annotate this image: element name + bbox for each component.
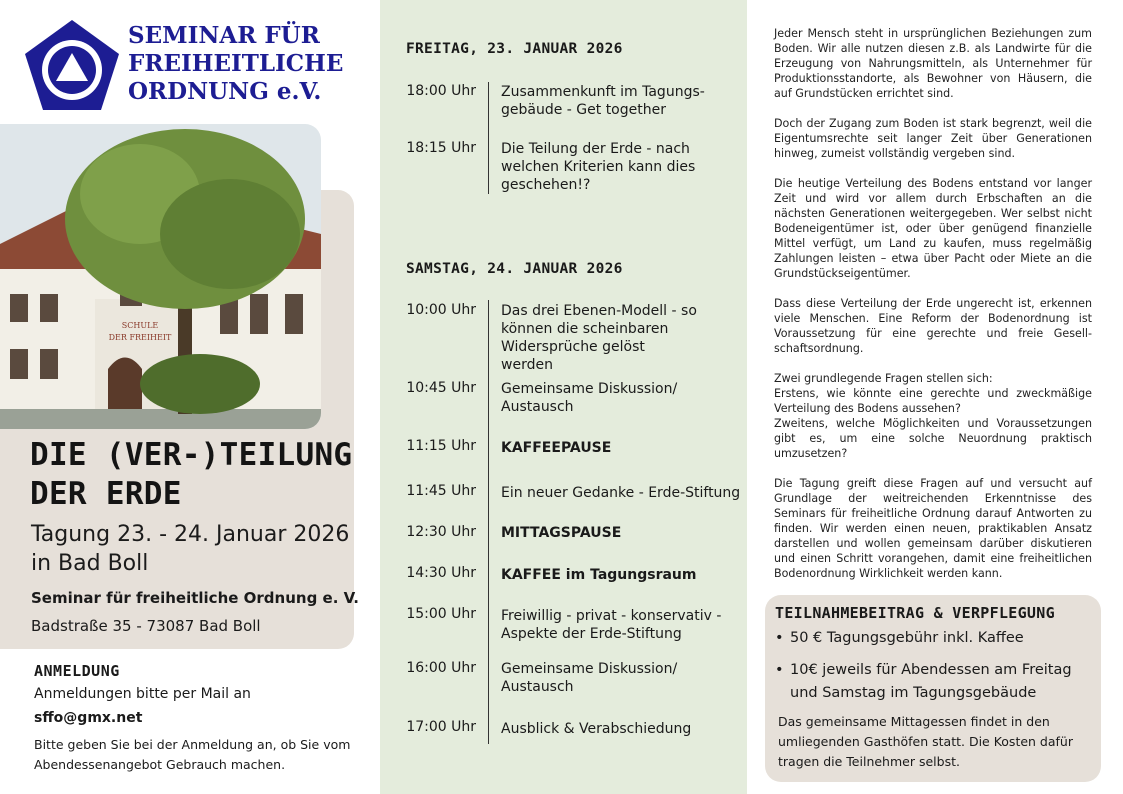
fees-note: Das gemeinsame Mittagessen findet in den umliegenden Gasthöfen statt. Die Kosten dafür tragen die Teilnehmer selbst. <box>778 714 1073 769</box>
question-2: Zweitens, welche Möglichkeiten und Voraussetzungen gibt es, um eine solche Neuordnung praktisch umzusetzen? <box>774 417 1092 460</box>
slot-title: Die Teilung der Erde - nach welchen Kriterien kann dies geschehen!? <box>501 141 696 193</box>
intro-paragraph: Dass diese Verteilung der Erde ungerecht ist, erkennen viele Menschen. Eine Reform der Bodenordnung ist Voraussetzung für eine gerechte und freie Gesell-schaftsordnung. <box>774 297 1092 355</box>
slot-title: Ausblick & Verabschiedung <box>501 721 692 737</box>
registration-heading: ANMELDUNG <box>34 662 120 680</box>
intro-paragraph: Die heutige Verteilung des Bodens entstand vor langer Zeit und wird vor allem durch Erbschaften an die nächsten Generationen weitergegeben. Wer selbst nicht Bodeneigentümer ist, oder über genügend finanzielle Mittel verfügt, um Land zu kaufen, muss regelmäßig Zahlungen leisten – etwa über Pacht oder Miete an die Grundstückseigentümer. <box>774 177 1092 280</box>
slot-time: 10:00 Uhr <box>406 302 476 318</box>
event-title-line: DER ERDE <box>30 476 182 512</box>
registration-note: Bitte geben Sie bei der Anmeldung an, ob Sie vom Abendessenangebot Gebrauch machen. <box>34 737 351 772</box>
fees-heading: TEILNAHMEBEITRAG & VERPFLEGUNG <box>775 604 1055 622</box>
intro-closing: Die Tagung greift diese Fragen auf und versucht auf Grundlage der weitreichenden Erkenntnisse des Seminars für freiheitliche Ordnung darauf Antworten zu finden. Wir werden einen neuen, praktikablen Ansatz darstellen und wollen gemeinsam darüber diskutieren und einen Schritt vorangehen, damit eine freiheitlichen Bodenordnung Wirklichkeit werden kann. <box>774 477 1092 580</box>
slot-title: Gemeinsame Diskussion/ Austausch <box>501 661 678 695</box>
organization-title-line: SEMINAR FÜR <box>128 22 320 49</box>
slot-title: Das drei Ebenen-Modell - so können die scheinbaren Widersprüche gelöst werden <box>501 303 697 373</box>
slot-title: MITTAGSPAUSE <box>501 525 622 541</box>
slot-time: 11:15 Uhr <box>406 438 476 454</box>
host-name: Seminar für freiheitliche Ordnung e. V. <box>31 589 359 607</box>
slot-title: KAFFEE im Tagungsraum <box>501 567 697 583</box>
host-address: Badstraße 35 - 73087 Bad Boll <box>31 617 261 635</box>
slot-time: 17:00 Uhr <box>406 719 476 735</box>
slot-time: 14:30 Uhr <box>406 565 476 581</box>
questions-block <box>774 371 1092 461</box>
slot-title: Freiwillig - privat - konservativ - Aspekte der Erde-Stiftung <box>501 608 722 642</box>
event-subtitle-line: Tagung 23. - 24. Januar 2026 <box>31 522 350 547</box>
day-2-heading: SAMSTAG, 24. JANUAR 2026 <box>406 261 623 277</box>
organization-title <box>128 22 343 106</box>
slot-time: 12:30 Uhr <box>406 524 476 540</box>
intro-paragraph: Jeder Mensch steht in ursprünglichen Beziehungen zum Boden. Wir alle nutzen diesen z.B. als Landwirte für die Erzeugung von Nahrungsmitteln, als Unternehmer für Produktionsstandorte, als Bewohner von Häusern, die auf Grundstücken errichtet sind. <box>774 27 1092 100</box>
fees-list <box>775 627 1093 714</box>
intro-paragraph: Doch der Zugang zum Boden ist stark begrenzt, weil die Eigentumsrechte seit langer Zeit über Generationen hinweg, zumeist vollständig vergeben sind. <box>774 117 1092 160</box>
organization-logo-icon <box>22 18 122 114</box>
slot-time: 11:45 Uhr <box>406 483 476 499</box>
event-subtitle-line: in Bad Boll <box>31 551 149 576</box>
organization-title-line: FREIHEITLICHE <box>128 50 344 77</box>
timeline-divider <box>488 300 489 744</box>
slot-title: Ein neuer Gedanke - Erde-Stiftung <box>501 485 741 501</box>
slot-time: 15:00 Uhr <box>406 606 476 622</box>
event-title-line: DIE (VER-)TEILUNG <box>30 437 353 473</box>
event-subtitle <box>31 520 349 578</box>
fee-item-text: 50 € Tagungsgebühr inkl. Kaffee <box>790 630 1024 646</box>
intro-text <box>774 26 1092 596</box>
day-1-heading: FREITAG, 23. JANUAR 2026 <box>406 41 623 57</box>
slot-time: 18:00 Uhr <box>406 83 476 99</box>
timeline-divider <box>488 82 489 194</box>
slot-title: Zusammenkunft im Tagungs-gebäude - Get together <box>501 84 705 118</box>
question-1: Erstens, wie könnte eine gerechte und zweckmäßige Verteilung des Bodens aussehen? <box>774 387 1092 415</box>
building-sign-line: DER FREIHEIT <box>108 333 172 342</box>
fee-item-text: 10€ jeweils für Abendessen am Freitag und Samstag im Tagungsgebäude <box>790 662 1072 701</box>
registration-email-link[interactable]: sffo@gmx.net <box>34 710 143 726</box>
fee-item <box>775 659 1093 705</box>
slot-title: Gemeinsame Diskussion/ Austausch <box>501 381 678 415</box>
slot-time: 18:15 Uhr <box>406 140 476 156</box>
bullet-icon: • <box>775 662 784 678</box>
fee-item <box>775 627 1093 650</box>
questions-intro: Zwei grundlegende Fragen stellen sich: <box>774 372 993 385</box>
slot-title: KAFFEEPAUSE <box>501 440 612 456</box>
building-sign-line: SCHULE <box>121 321 159 330</box>
slot-time: 16:00 Uhr <box>406 660 476 676</box>
bullet-icon: • <box>775 630 784 646</box>
slot-time: 10:45 Uhr <box>406 380 476 396</box>
event-title <box>30 436 352 514</box>
registration-line: Anmeldungen bitte per Mail an <box>34 686 251 702</box>
building-photo <box>0 124 321 429</box>
organization-title-line: ORDNUNG e.V. <box>128 78 322 105</box>
